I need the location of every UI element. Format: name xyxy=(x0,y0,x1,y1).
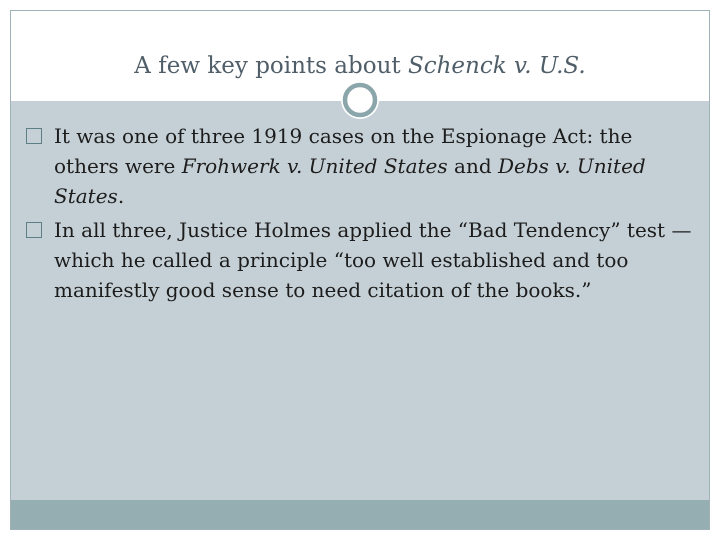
bullet-text-part: It was one of three 1919 cases on the Espionage Act: the others were xyxy=(54,124,633,178)
bullet-item xyxy=(22,121,694,211)
square-bullet-icon xyxy=(26,222,42,238)
footer-bar xyxy=(11,500,709,529)
bullet-text: In all three, Justice Holmes applied the “Bad Tendency” test —which he called a principle “too well established and too manifestly good sense to need citation of the books.” xyxy=(54,218,692,302)
square-bullet-icon xyxy=(26,128,42,144)
bullet-list xyxy=(22,121,694,309)
circle-ring-icon xyxy=(340,80,380,120)
title-case-name: Schenck v. U.S. xyxy=(407,53,586,79)
bullet-item xyxy=(22,215,694,305)
case-name: Frohwerk v. United States xyxy=(181,154,448,178)
title-prefix: A few key points about xyxy=(134,53,408,79)
bullet-text-part: and xyxy=(447,154,498,178)
slide-title xyxy=(11,55,709,78)
case-name: Debs v. United States xyxy=(54,154,646,208)
bullet-text-part: . xyxy=(117,184,125,208)
